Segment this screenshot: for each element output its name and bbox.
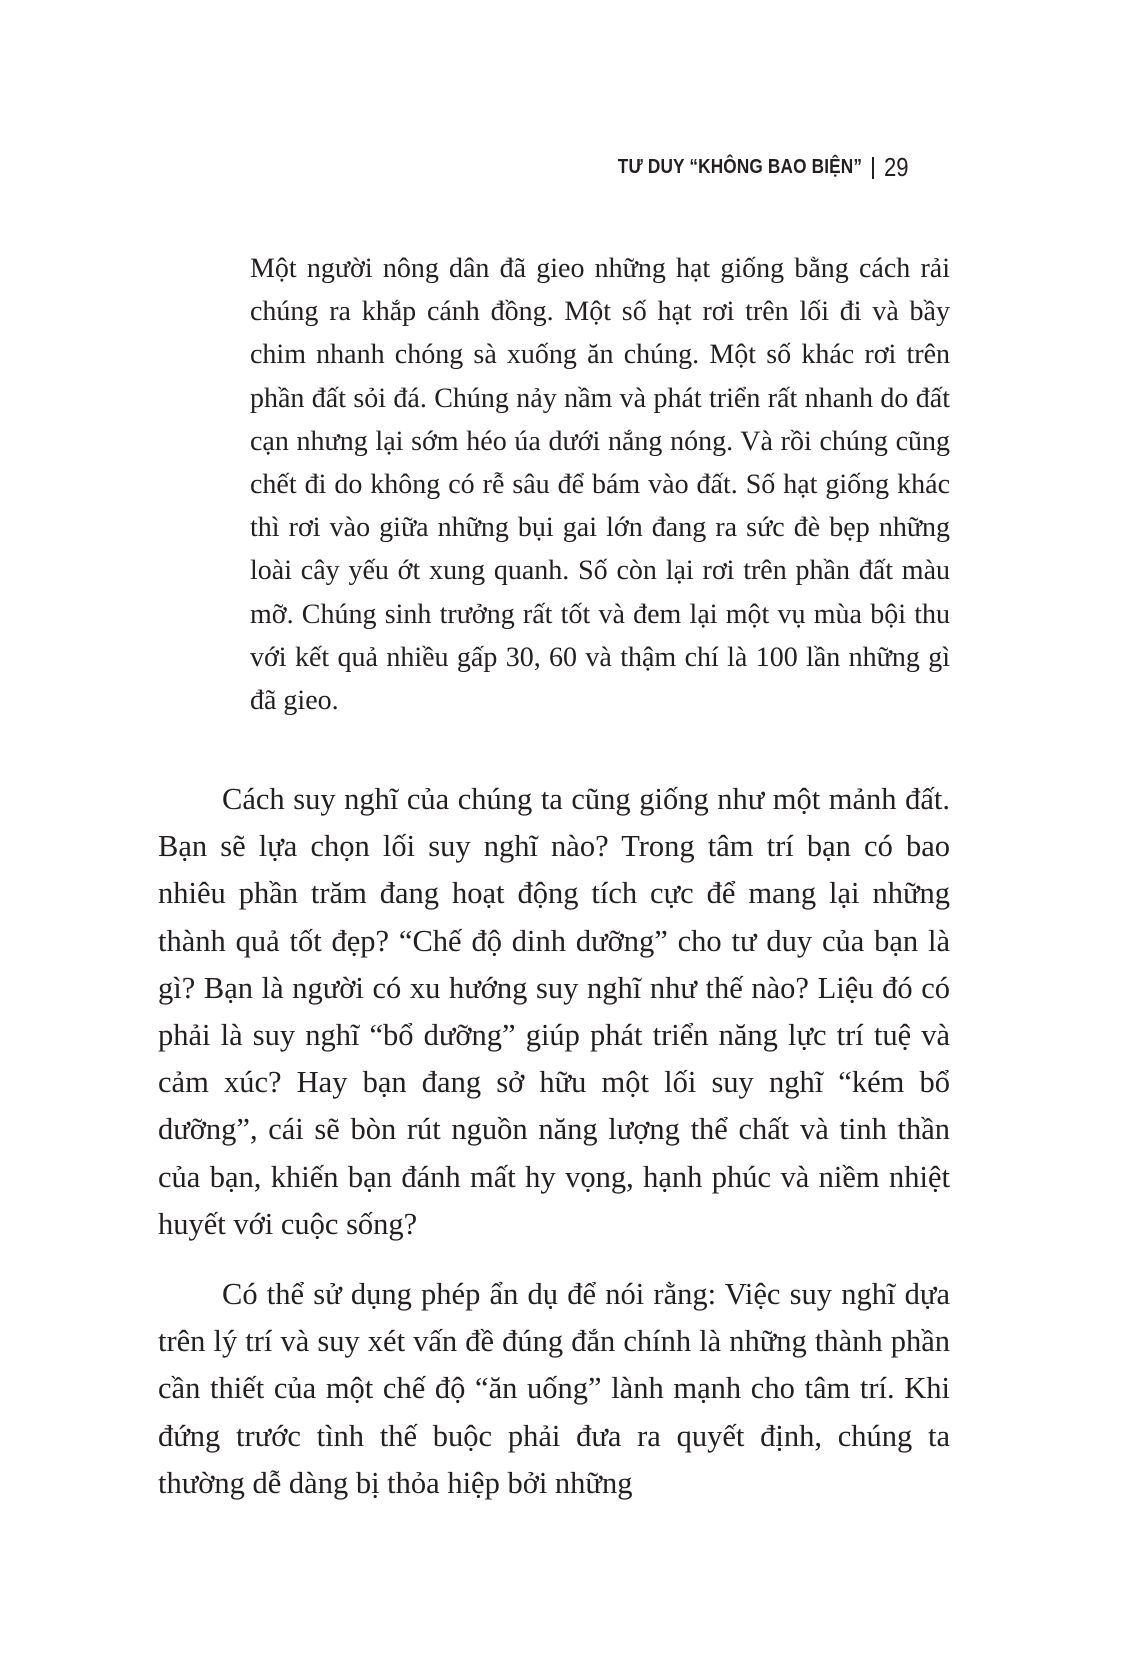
header-divider (872, 157, 874, 179)
page-number: 29 (884, 152, 909, 182)
running-head (578, 152, 913, 183)
body-paragraph: Có thể sử dụng phép ẩn dụ để nói rằng: Việc suy nghĩ dựa trên lý trí và suy xét vấn đề đúng đắn chính là những thành phần cần thiết của một chế độ “ăn uống” lành mạnh cho tâm trí. Khi đứng trước tình thế buộc phải đưa ra quyết định, chúng ta thường dễ dàng bị thỏa hiệp bởi những (158, 1277, 950, 1500)
body-paragraph: Cách suy nghĩ của chúng ta cũng giống như một mảnh đất. Bạn sẽ lựa chọn lối suy nghĩ nào? Trong tâm trí bạn có bao nhiêu phần trăm đang hoạt động tích cực để mang lại những thành quả tốt đẹp? “Chế độ dinh dưỡng” cho tư duy của bạn là gì? Bạn là người có xu hướng suy nghĩ như thế nào? Liệu đó có phải là suy nghĩ “bổ dưỡng” giúp phát triển năng lực trí tuệ và cảm xúc? Hay bạn đang sở hữu một lối suy nghĩ “kém bổ dưỡng”, cái sẽ bòn rút nguồn năng lượng thể chất và tinh thần của bạn, khiến bạn đánh mất hy vọng, hạnh phúc và niềm nhiệt huyết với cuộc sống? (158, 782, 950, 1241)
indented-parable-quote: Một người nông dân đã gieo những hạt giống bằng cách rải chúng ra khắp cánh đồng. Một số hạt rơi trên lối đi và bầy chim nhanh chóng sà xuống ăn chúng. Một số khác rơi trên phần đất sỏi đá. Chúng nảy nầm và phát triển rất nhanh do đất cạn nhưng lại sớm héo úa dưới nắng nóng. Và rồi chúng cũng chết đi do không có rễ sâu để bám vào đất. Số hạt giống khác thì rơi vào giữa những bụi gai lớn đang ra sức đè bẹp những loài cây yếu ớt xung quanh. Số còn lại rơi trên phần đất màu mỡ. Chúng sinh trưởng rất tốt và đem lại một vụ mùa bội thu với kết quả nhiều gấp 30, 60 và thậm chí là 100 lần những gì đã gieo. (250, 253, 950, 717)
running-title: TƯ DUY “KHÔNG BAO BIỆN” (617, 156, 863, 178)
